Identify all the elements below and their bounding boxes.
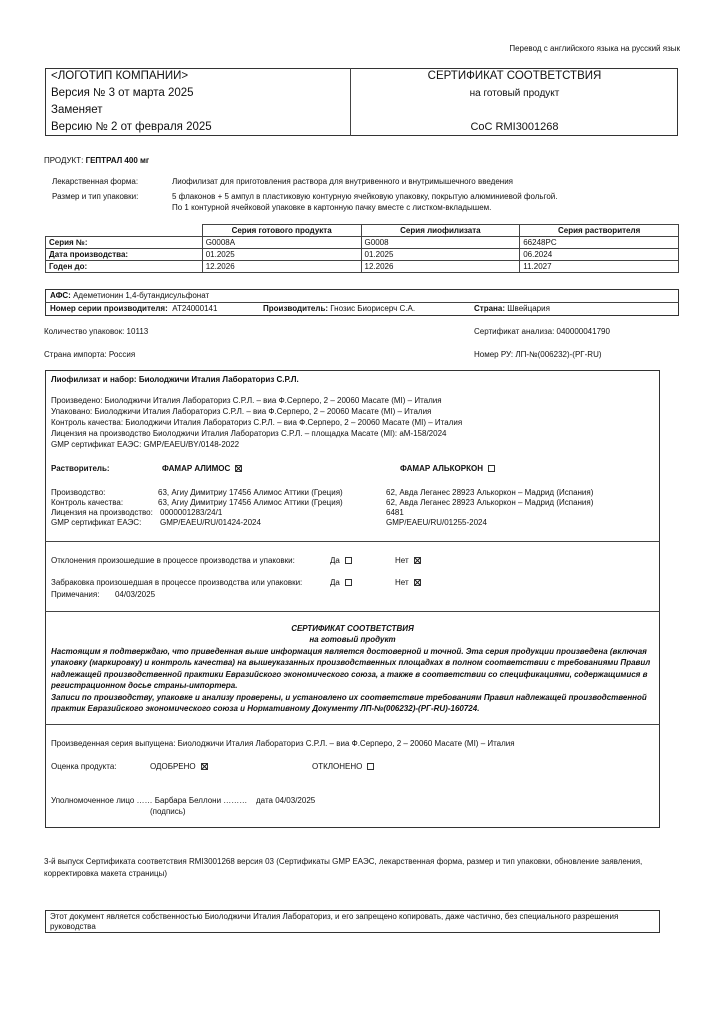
- lyophilizate-line: Лицензия на производство Биолоджичи Италия Лабораториз С.Р.Л. – площадка Масате (MI): aM-158/2024: [51, 429, 447, 438]
- checked-box-icon: [235, 465, 242, 472]
- solvent-label: Растворитель:: [51, 464, 110, 473]
- pack-value-2: По 1 контурной ячейковой упаковке в картонную пачку вместе с листком-вкладышем.: [172, 203, 492, 212]
- alcorcon-qc: 62, Авда Леганес 28923 Алькоркон – Мадрид (Испания): [386, 498, 594, 507]
- batch-table: [45, 224, 679, 273]
- alcorcon-license: 6481: [386, 508, 404, 517]
- main-box: [45, 370, 660, 828]
- release-date: дата 04/03/2025: [256, 796, 316, 805]
- issue-note: 3-й выпуск Сертификата соответствия RMI3001268 версия 03 (Сертификаты GMP ЕАЭС, лекарственная форма, размер и тип упаковки, обновление заявления, корректировка макета страницы): [44, 857, 643, 878]
- product-line: ПРОДУКТ: ГЕПТРАЛ 400 мг: [44, 156, 150, 165]
- lyophilizate-line: Контроль качества: Биолоджичи Италия Лабораториз С.Р.Л. – виа Ф.Серперо, 2 – 20060 Масате (MI) – Италия: [51, 418, 463, 427]
- deviations-yes[interactable]: Да: [330, 556, 352, 565]
- signature-caption: (подпись): [150, 807, 186, 816]
- unchecked-box-icon: [367, 763, 374, 770]
- table-row: Серия №: G0008A G0008 66248PC: [46, 237, 679, 249]
- document-subtitle: на готовый продукт: [469, 88, 560, 99]
- alimos-production: 63, Агиу Димитриу 17456 Алимос Аттики (Греция): [158, 488, 343, 497]
- rejection-question: Забраковка произошедшая в процессе производства или упаковки:: [51, 578, 303, 587]
- dosage-form-label: Лекарственная форма:: [52, 177, 139, 186]
- unchecked-box-icon: [345, 579, 352, 586]
- table-header: Серия готового продукта: [202, 225, 361, 237]
- released-by: Произведенная серия выпущена: Биолоджичи Италия Лабораториз С.Р.Л. – виа Ф.Серперо, 2 – 20060 Масате (MI) – Италия: [51, 739, 515, 748]
- alcorcon-gmp: GMP/EAEU/RU/01255-2024: [386, 518, 487, 527]
- document-title: СЕРТИФИКАТ СООТВЕТСТВИЯ: [427, 70, 602, 82]
- checked-box-icon: [201, 763, 208, 770]
- translation-note: Перевод с английского языка на русский язык: [509, 44, 680, 53]
- declaration-subtitle: на готовый продукт: [309, 635, 396, 644]
- afs-country: Страна: Швейцария: [474, 304, 550, 313]
- rejection-yes[interactable]: Да: [330, 578, 352, 587]
- table-row: Дата производства: 01.2025 01.2025 06.2024: [46, 249, 679, 261]
- unchecked-box-icon: [345, 557, 352, 564]
- table-row: Годен до: 12.2026 12.2026 11.2027: [46, 261, 679, 273]
- declaration-text-1: Настоящим я подтверждаю, что приведенная выше информация является достоверной и точной. Эта серия продукции произведена (включая упаковку (маркировку) и контроль качества) на вышеуказанных производственных площадках в полном соответствии с требованиями Правил надлежащей производственной практики Евразийского экономического союза, а также в соответствии со спецификациями, содержащимися в регистрационном досье страны-импортера.: [51, 647, 651, 691]
- table-header-row: [46, 225, 679, 237]
- pack-value-1: 5 флаконов + 5 ампул в пластиковую контурную ячейковую упаковку, покрытую алюминиевой фольгой.: [172, 192, 558, 201]
- solvent-row-label: Производство:: [51, 488, 106, 497]
- logo-placeholder: <ЛОГОТИП КОМПАНИИ>: [51, 70, 189, 82]
- unchecked-box-icon: [488, 465, 495, 472]
- import-country: Страна импорта: Россия: [44, 350, 136, 359]
- approved-option[interactable]: ОДОБРЕНО: [150, 762, 208, 771]
- alimos-gmp: GMP/EAEU/RU/01424-2024: [160, 518, 261, 527]
- declaration-text-2: Записи по производству, упаковке и анализу проверены, и установлено их соответствие требованиям Правил надлежащей производственной практик Евразийского экономического союза и Нормативному Документу ЛП-№(006232)-(РГ-RU)-160724.: [51, 693, 647, 714]
- solvent-option-alcorcon[interactable]: ФАМАР АЛЬКОРКОН: [400, 464, 495, 473]
- alimos-qc: 63, Агиу Димитриу 17456 Алимос Аттики (Греция): [158, 498, 343, 507]
- notes: Примечания: 04/03/2025: [51, 590, 156, 599]
- ownership-note: Этот документ является собственностью Биолоджичи Италия Лабораториз, и его запрещено копировать, даже частично, без специального разрешения руководства: [50, 912, 619, 931]
- table-header: Серия растворителя: [520, 225, 679, 237]
- afs-line: АФС: Адеметионин 1,4-бутандисульфонат: [50, 291, 210, 300]
- version: Версия № 3 от марта 2025: [51, 87, 194, 99]
- solvent-row-label: GMP сертификат ЕАЭС:: [51, 518, 142, 527]
- deviations-question: Отклонения произошедшие в процессе производства и упаковки:: [51, 556, 295, 565]
- solvent-row-label: Лицензия на производство:: [51, 508, 153, 517]
- previous-version: Версию № 2 от февраля 2025: [51, 121, 212, 133]
- declaration-title: СЕРТИФИКАТ СООТВЕТСТВИЯ: [291, 624, 414, 633]
- checked-box-icon: [414, 557, 421, 564]
- deviations-no[interactable]: Нет: [395, 556, 421, 565]
- lyophilizate-line: GMP сертификат ЕАЭС: GMP/EAEU/BY/0148-2022: [51, 440, 240, 449]
- lyophilizate-heading: Лиофилизат и набор: Биолоджичи Италия Лабораториз С.Р.Л.: [51, 375, 299, 384]
- afs-manufacturer: Производитель: Гнозис Биорисерч С.А.: [263, 304, 416, 313]
- checked-box-icon: [414, 579, 421, 586]
- solvent-option-alimos[interactable]: ФАМАР АЛИМОС: [162, 464, 242, 473]
- replaces: Заменяет: [51, 104, 103, 116]
- lyophilizate-line: Упаковано: Биолоджичи Италия Лабораториз С.Р.Л. – виа Ф.Серперо, 2 – 20060 Масате (MI) – Италия: [51, 407, 432, 416]
- registration-number: Номер РУ: ЛП-№(006232)-(РГ-RU): [474, 350, 602, 359]
- product-name: ГЕПТРАЛ 400 мг: [85, 156, 150, 165]
- afs-serial: Номер серии производителя: AT24000141: [50, 304, 218, 313]
- analysis-certificate: Сертификат анализа: 040000041790: [474, 327, 610, 336]
- solvent-row-label: Контроль качества:: [51, 498, 124, 507]
- evaluation-label: Оценка продукта:: [51, 762, 117, 771]
- rejection-no[interactable]: Нет: [395, 578, 421, 587]
- table-header: Серия лиофилизата: [361, 225, 520, 237]
- qualified-person: Уполномоченное лицо …… Барбара Беллони ………: [51, 796, 248, 805]
- alimos-license: 0000001283/24/1: [160, 508, 223, 517]
- packs-count: Количество упаковок: 10113: [44, 327, 149, 336]
- pack-label: Размер и тип упаковки:: [52, 192, 139, 201]
- rejected-option[interactable]: ОТКЛОНЕНО: [312, 762, 374, 771]
- alcorcon-production: 62, Авда Леганес 28923 Алькоркон – Мадрид (Испания): [386, 488, 594, 497]
- dosage-form-value: Лиофилизат для приготовления раствора для внутривенного и внутримышечного введения: [172, 177, 513, 186]
- coc-number: CoC RMI3001268: [470, 121, 559, 133]
- lyophilizate-line: Произведено: Биолоджичи Италия Лабораториз С.Р.Л. – виа Ф.Серперо, 2 – 20060 Масате (MI) – Италия: [51, 396, 442, 405]
